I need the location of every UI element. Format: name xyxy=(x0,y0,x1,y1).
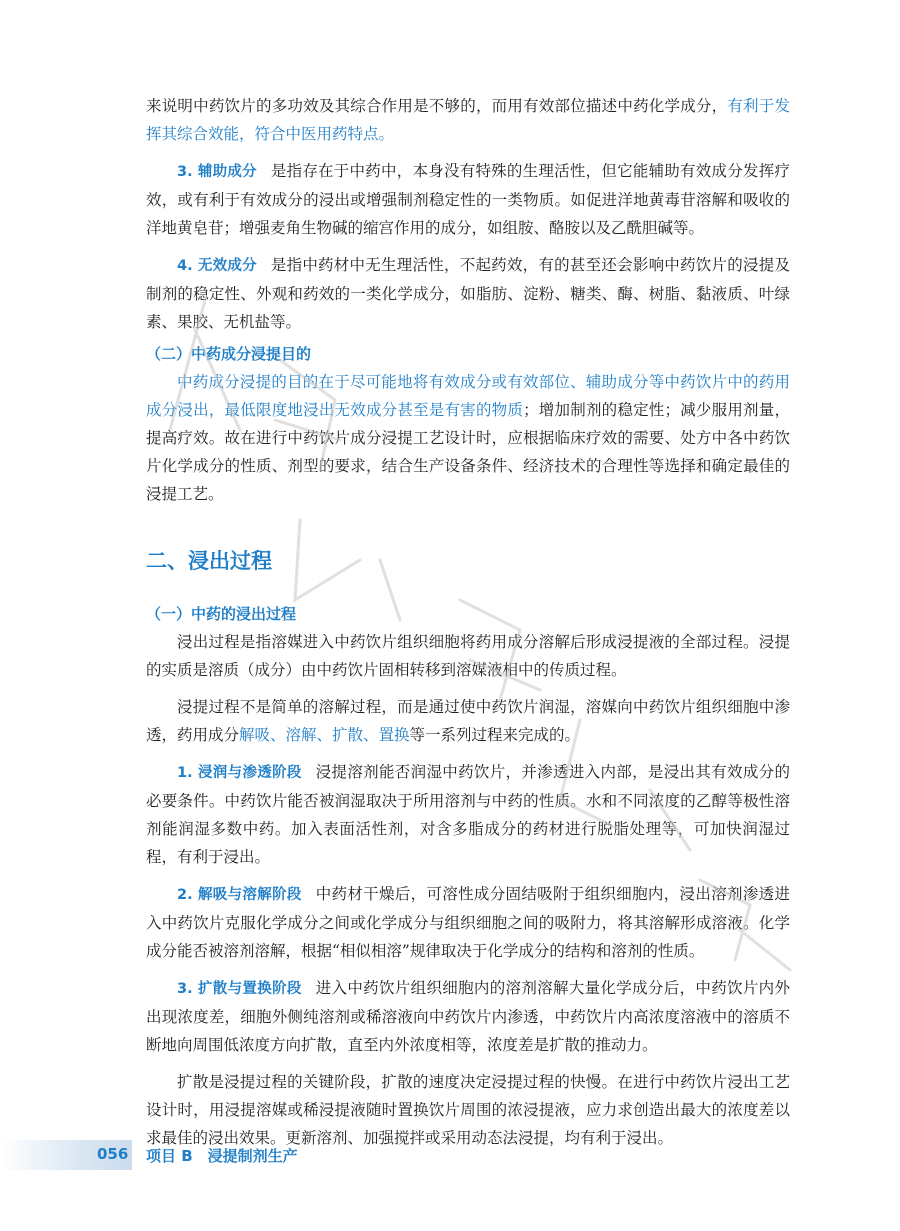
page-footer xyxy=(0,1140,900,1170)
paragraph-stage-desorption: 2. 解吸与溶解阶段 中药材干燥后，可溶性成分固结吸附于组织细胞内，浸出溶剂渗透进入中药饮片克服化学成分之间或化学成分与组织细胞之间的吸附力，将其溶解形成溶液。化学成分能否被溶剂溶解，根据“相似相溶”规律取决于化学成分的结构和溶剂的性质。 xyxy=(146,885,790,960)
running-footer-title: 项目 B 浸提制剂生产 xyxy=(146,1147,298,1165)
subheading-process: （一）中药的浸出过程 xyxy=(146,605,297,623)
highlight-text: 中药成分浸提的目的在于尽可能地将有效成分或有效部位、辅助成分等中药饮片中的药用成分浸出，最低限度地浸出无效成分甚至是有害的物质 xyxy=(146,373,790,419)
paragraph-process-definition: 浸出过程是指溶媒进入中药饮片组织细胞将药用成分溶解后形成浸提液的全部过程。浸提的实质是溶质（成分）由中药饮片固相转移到溶媒液相中的传质过程。 xyxy=(146,633,790,679)
highlight-text: 解吸、溶解、扩散、置换 xyxy=(239,726,410,744)
highlight-text: 有利于发挥其综合效能，符合中医用药特点。 xyxy=(146,97,790,143)
paragraph-auxiliary: 3. 辅助成分 是指存在于中药中，本身没有特殊的生理活性，但它能辅助有效成分发挥疗效，或有利于有效成分的浸出或增强制剂稳定性的一类物质。如促进洋地黄毒苷溶解和吸收的洋地黄皂苷；增强麦角生物碱的缩宫作用的成分，如组胺、酪胺以及乙酰胆碱等。 xyxy=(146,162,790,237)
paragraph-process-intro: 浸提过程不是简单的溶解过程，而是通过使中药饮片润湿，溶媒向中药饮片组织细胞中渗透，药用成分解吸、溶解、扩散、置换等一系列过程来完成的。 xyxy=(146,698,790,744)
item-lead-ineffective: 4. 无效成分 xyxy=(177,258,257,274)
paragraph-ineffective: 4. 无效成分 是指中药材中无生理活性，不起药效，有的甚至还会影响中药饮片的浸提及制剂的稳定性、外观和药效的一类化学成分，如脂肪、淀粉、糖类、酶、树脂、黏液质、叶绿素、果胶、无机盐等。 xyxy=(146,256,790,331)
section-heading-extraction-process: 二、浸出过程 xyxy=(146,549,272,573)
item-lead-auxiliary: 3. 辅助成分 xyxy=(177,164,257,180)
item-lead-wetting: 1. 浸润与渗透阶段 xyxy=(177,765,302,781)
subheading-purpose: （二）中药成分浸提目的 xyxy=(146,345,312,363)
page-number: 056 xyxy=(97,1145,129,1163)
paragraph-diffusion-key: 扩散是浸提过程的关键阶段，扩散的速度决定浸提过程的快慢。在进行中药饮片浸出工艺设计时，用浸提溶媒或稀浸提液随时置换饮片周围的浓浸提液，应力求创造出最大的浓度差以求最佳的浸出效果。更新溶剂、加强搅拌或采用动态法浸提，均有利于浸出。 xyxy=(146,1073,790,1147)
paragraph-effective-parts: 来说明中药饮片的多功效及其综合作用是不够的，而用有效部位描述中药化学成分，有利于发挥其综合效能，符合中医用药特点。 xyxy=(146,97,790,143)
paragraph-stage-diffusion: 3. 扩散与置换阶段 进入中药饮片组织细胞内的溶剂溶解大量化学成分后，中药饮片内外出现浓度差，细胞外侧纯溶剂或稀溶液向中药饮片内渗透，中药饮片内高浓度溶液中的溶质不断地向周围低浓度方向扩散，直至内外浓度相等，浓度差是扩散的推动力。 xyxy=(146,979,790,1054)
item-lead-diffusion: 3. 扩散与置换阶段 xyxy=(177,981,302,997)
paragraph-stage-wetting: 1. 浸润与渗透阶段 浸提溶剂能否润湿中药饮片，并渗透进入内部，是浸出其有效成分的必要条件。中药饮片能否被润湿取决于所用溶剂与中药的性质。水和不同浓度的乙醇等极性溶剂能润湿多数中药。加入表面活性剂，对含多脂成分的药材进行脱脂处理等，可加快润湿过程，有利于浸出。 xyxy=(146,763,790,866)
paragraph-purpose: 中药成分浸提的目的在于尽可能地将有效成分或有效部位、辅助成分等中药饮片中的药用成分浸出，最低限度地浸出无效成分甚至是有害的物质；增加制剂的稳定性；减少服用剂量，提高疗效。故在进行中药饮片成分浸提工艺设计时，应根据临床疗效的需要、处方中各中药饮片化学成分的性质、剂型的要求，结合生产设备条件、经济技术的合理性等选择和确定最佳的浸提工艺。 xyxy=(146,373,790,503)
item-lead-desorption: 2. 解吸与溶解阶段 xyxy=(177,887,302,903)
page-body xyxy=(146,92,790,1152)
